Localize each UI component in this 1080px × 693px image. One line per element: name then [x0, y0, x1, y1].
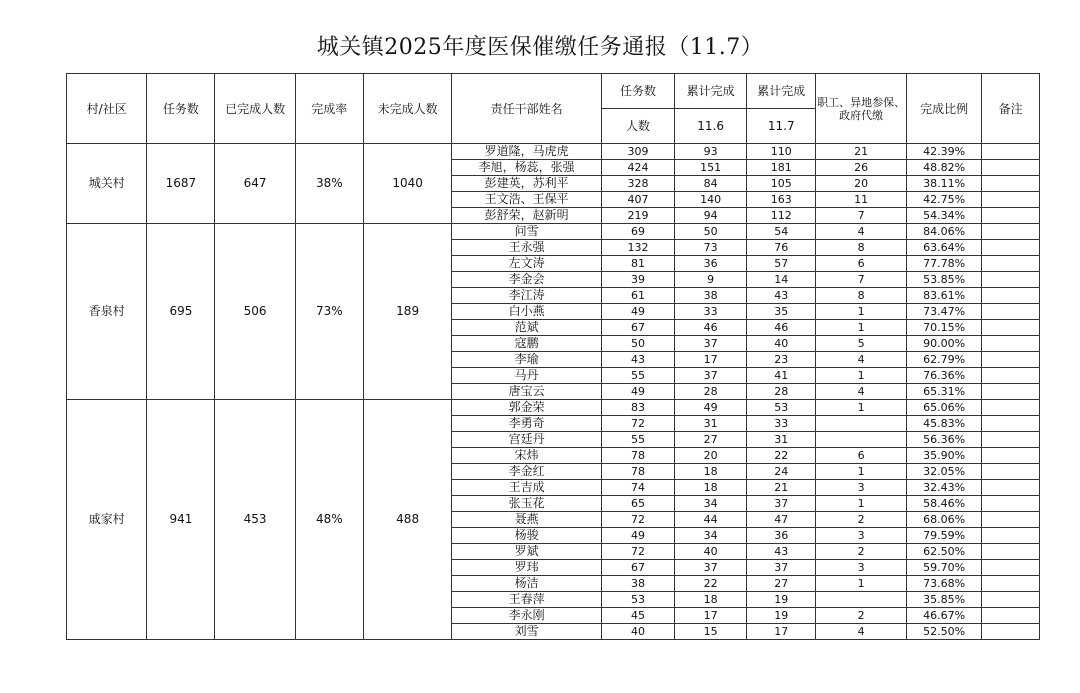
cadre-name: 聂燕	[452, 512, 601, 528]
cadre-name: 马丹	[452, 368, 601, 384]
task-count: 39	[601, 272, 674, 288]
cadre-name: 彭舒荣，赵新明	[452, 208, 601, 224]
staff-count: 1	[816, 304, 907, 320]
cadre-name: 郭金荣	[452, 400, 601, 416]
completion-ratio: 62.79%	[906, 352, 981, 368]
cadre-name: 左文涛	[452, 256, 601, 272]
completion-ratio: 77.78%	[906, 256, 981, 272]
header-completed: 已完成人数	[215, 74, 295, 144]
task-count: 49	[601, 528, 674, 544]
task-count: 309	[601, 144, 674, 160]
cumulative-11-7: 37	[747, 560, 816, 576]
cumulative-11-7: 43	[747, 288, 816, 304]
completion-ratio: 42.39%	[906, 144, 981, 160]
cumulative-11-6: 20	[675, 448, 747, 464]
staff-count: 7	[816, 208, 907, 224]
cumulative-11-7: 17	[747, 624, 816, 640]
cumulative-11-7: 41	[747, 368, 816, 384]
village-rate: 73%	[295, 224, 363, 400]
village-completed: 453	[215, 400, 295, 640]
task-count: 424	[601, 160, 674, 176]
cadre-name: 宫廷丹	[452, 432, 601, 448]
staff-count: 1	[816, 368, 907, 384]
task-count: 69	[601, 224, 674, 240]
cumulative-11-7: 163	[747, 192, 816, 208]
completion-ratio: 76.36%	[906, 368, 981, 384]
village-task: 1687	[147, 144, 215, 224]
staff-count: 3	[816, 528, 907, 544]
cumulative-11-6: 28	[675, 384, 747, 400]
cumulative-11-7: 19	[747, 592, 816, 608]
task-count: 81	[601, 256, 674, 272]
completion-ratio: 59.70%	[906, 560, 981, 576]
task-count: 83	[601, 400, 674, 416]
staff-count: 1	[816, 576, 907, 592]
cumulative-11-6: 94	[675, 208, 747, 224]
completion-ratio: 73.47%	[906, 304, 981, 320]
header-cadre: 责任干部姓名	[452, 74, 601, 144]
task-count: 132	[601, 240, 674, 256]
header-cum-116: 累计完成	[675, 74, 747, 109]
header-cum-117-date: 11.7	[747, 109, 816, 144]
note-cell	[982, 336, 1040, 352]
cadre-name: 李勇奇	[452, 416, 601, 432]
cadre-name: 宋炜	[452, 448, 601, 464]
cadre-name: 王吉成	[452, 480, 601, 496]
cadre-name: 罗玮	[452, 560, 601, 576]
cumulative-11-7: 53	[747, 400, 816, 416]
staff-count: 5	[816, 336, 907, 352]
cumulative-11-6: 49	[675, 400, 747, 416]
completion-ratio: 79.59%	[906, 528, 981, 544]
note-cell	[982, 272, 1040, 288]
cumulative-11-6: 17	[675, 608, 747, 624]
table-row	[67, 224, 1040, 240]
cumulative-11-7: 110	[747, 144, 816, 160]
task-count: 40	[601, 624, 674, 640]
cumulative-11-7: 112	[747, 208, 816, 224]
cadre-name: 刘雪	[452, 624, 601, 640]
note-cell	[982, 256, 1040, 272]
note-cell	[982, 432, 1040, 448]
staff-count: 8	[816, 240, 907, 256]
note-cell	[982, 400, 1040, 416]
note-cell	[982, 480, 1040, 496]
note-cell	[982, 192, 1040, 208]
completion-ratio: 32.05%	[906, 464, 981, 480]
note-cell	[982, 224, 1040, 240]
note-cell	[982, 160, 1040, 176]
completion-ratio: 65.31%	[906, 384, 981, 400]
completion-ratio: 35.85%	[906, 592, 981, 608]
staff-count: 3	[816, 560, 907, 576]
cadre-name: 李金会	[452, 272, 601, 288]
staff-count: 8	[816, 288, 907, 304]
cadre-name: 李旭，杨蕊，张强	[452, 160, 601, 176]
cumulative-11-7: 21	[747, 480, 816, 496]
note-cell	[982, 592, 1040, 608]
cumulative-11-6: 9	[675, 272, 747, 288]
cumulative-11-6: 33	[675, 304, 747, 320]
village-completed: 647	[215, 144, 295, 224]
cumulative-11-7: 24	[747, 464, 816, 480]
cumulative-11-7: 105	[747, 176, 816, 192]
staff-count: 1	[816, 464, 907, 480]
staff-count: 26	[816, 160, 907, 176]
cadre-name: 彭建英，苏利平	[452, 176, 601, 192]
note-cell	[982, 304, 1040, 320]
completion-ratio: 38.11%	[906, 176, 981, 192]
task-count: 72	[601, 544, 674, 560]
cumulative-11-6: 93	[675, 144, 747, 160]
header-cum-116-date: 11.6	[675, 109, 747, 144]
cumulative-11-6: 22	[675, 576, 747, 592]
cumulative-11-6: 15	[675, 624, 747, 640]
task-count: 328	[601, 176, 674, 192]
village-name: 香泉村	[67, 224, 147, 400]
staff-count: 4	[816, 624, 907, 640]
staff-count: 20	[816, 176, 907, 192]
task-count: 74	[601, 480, 674, 496]
cadre-name: 问雪	[452, 224, 601, 240]
cumulative-11-6: 84	[675, 176, 747, 192]
cumulative-11-6: 38	[675, 288, 747, 304]
completion-ratio: 56.36%	[906, 432, 981, 448]
cadre-name: 寇鹏	[452, 336, 601, 352]
note-cell	[982, 352, 1040, 368]
staff-count: 4	[816, 352, 907, 368]
note-cell	[982, 240, 1040, 256]
task-count: 72	[601, 416, 674, 432]
cumulative-11-6: 50	[675, 224, 747, 240]
report-table	[66, 73, 1040, 640]
page-title: 城关镇2025年度医保催缴任务通报（11.7）	[316, 35, 764, 60]
cumulative-11-7: 40	[747, 336, 816, 352]
note-cell	[982, 560, 1040, 576]
completion-ratio: 46.67%	[906, 608, 981, 624]
cadre-name: 王春萍	[452, 592, 601, 608]
staff-count: 1	[816, 496, 907, 512]
staff-count: 1	[816, 400, 907, 416]
task-count: 67	[601, 320, 674, 336]
village-uncompleted: 488	[363, 400, 452, 640]
cumulative-11-6: 34	[675, 496, 747, 512]
header-uncompleted: 未完成人数	[363, 74, 452, 144]
task-count: 45	[601, 608, 674, 624]
cumulative-11-6: 18	[675, 464, 747, 480]
note-cell	[982, 176, 1040, 192]
staff-count: 1	[816, 320, 907, 336]
village-uncompleted: 1040	[363, 144, 452, 224]
cumulative-11-7: 76	[747, 240, 816, 256]
task-count: 219	[601, 208, 674, 224]
village-task: 941	[147, 400, 215, 640]
task-count: 49	[601, 304, 674, 320]
completion-ratio: 65.06%	[906, 400, 981, 416]
village-name: 戚家村	[67, 400, 147, 640]
header-rate: 完成率	[295, 74, 363, 144]
note-cell	[982, 544, 1040, 560]
staff-count: 6	[816, 256, 907, 272]
cumulative-11-7: 43	[747, 544, 816, 560]
cadre-name: 罗道隆，马虎虎	[452, 144, 601, 160]
table-body	[67, 144, 1040, 640]
cumulative-11-7: 23	[747, 352, 816, 368]
staff-count	[816, 416, 907, 432]
task-count: 55	[601, 432, 674, 448]
village-name: 城关村	[67, 144, 147, 224]
staff-count	[816, 592, 907, 608]
completion-ratio: 54.34%	[906, 208, 981, 224]
note-cell	[982, 208, 1040, 224]
note-cell	[982, 368, 1040, 384]
staff-count: 2	[816, 608, 907, 624]
staff-count: 11	[816, 192, 907, 208]
table-row	[67, 400, 1040, 416]
village-rate: 48%	[295, 400, 363, 640]
cumulative-11-6: 37	[675, 336, 747, 352]
cumulative-11-6: 37	[675, 368, 747, 384]
cumulative-11-6: 27	[675, 432, 747, 448]
completion-ratio: 70.15%	[906, 320, 981, 336]
cumulative-11-7: 54	[747, 224, 816, 240]
completion-ratio: 53.85%	[906, 272, 981, 288]
note-cell	[982, 448, 1040, 464]
completion-ratio: 84.06%	[906, 224, 981, 240]
cumulative-11-6: 37	[675, 560, 747, 576]
cumulative-11-7: 28	[747, 384, 816, 400]
completion-ratio: 73.68%	[906, 576, 981, 592]
cumulative-11-6: 18	[675, 592, 747, 608]
completion-ratio: 42.75%	[906, 192, 981, 208]
task-count: 67	[601, 560, 674, 576]
header-staff: 职工、异地参保、政府代缴	[816, 74, 907, 144]
cumulative-11-6: 40	[675, 544, 747, 560]
task-count: 78	[601, 448, 674, 464]
cadre-name: 张玉花	[452, 496, 601, 512]
task-count: 407	[601, 192, 674, 208]
table-row	[67, 144, 1040, 160]
header-task-count-unit: 人数	[601, 109, 674, 144]
staff-count	[816, 432, 907, 448]
note-cell	[982, 496, 1040, 512]
note-cell	[982, 416, 1040, 432]
task-count: 43	[601, 352, 674, 368]
header-task: 任务数	[147, 74, 215, 144]
cumulative-11-7: 33	[747, 416, 816, 432]
cumulative-11-7: 36	[747, 528, 816, 544]
header-note: 备注	[982, 74, 1040, 144]
task-count: 50	[601, 336, 674, 352]
note-cell	[982, 608, 1040, 624]
task-count: 61	[601, 288, 674, 304]
cumulative-11-6: 44	[675, 512, 747, 528]
header-task-count: 任务数	[601, 74, 674, 109]
completion-ratio: 45.83%	[906, 416, 981, 432]
task-count: 78	[601, 464, 674, 480]
header-ratio: 完成比例	[906, 74, 981, 144]
completion-ratio: 58.46%	[906, 496, 981, 512]
cumulative-11-6: 140	[675, 192, 747, 208]
cadre-name: 杨骏	[452, 528, 601, 544]
cumulative-11-7: 31	[747, 432, 816, 448]
note-cell	[982, 464, 1040, 480]
cadre-name: 李永刚	[452, 608, 601, 624]
cumulative-11-7: 35	[747, 304, 816, 320]
cumulative-11-7: 46	[747, 320, 816, 336]
staff-count: 4	[816, 224, 907, 240]
cadre-name: 王永强	[452, 240, 601, 256]
staff-count: 3	[816, 480, 907, 496]
note-cell	[982, 576, 1040, 592]
cadre-name: 王文浩、王保平	[452, 192, 601, 208]
staff-count: 2	[816, 512, 907, 528]
task-count: 38	[601, 576, 674, 592]
cadre-name: 李瑜	[452, 352, 601, 368]
cadre-name: 唐宝云	[452, 384, 601, 400]
header-cum-117: 累计完成	[747, 74, 816, 109]
note-cell	[982, 144, 1040, 160]
cadre-name: 李江涛	[452, 288, 601, 304]
village-completed: 506	[215, 224, 295, 400]
cumulative-11-7: 14	[747, 272, 816, 288]
cadre-name: 罗斌	[452, 544, 601, 560]
completion-ratio: 32.43%	[906, 480, 981, 496]
cumulative-11-6: 34	[675, 528, 747, 544]
cumulative-11-6: 73	[675, 240, 747, 256]
completion-ratio: 52.50%	[906, 624, 981, 640]
task-count: 49	[601, 384, 674, 400]
village-uncompleted: 189	[363, 224, 452, 400]
cumulative-11-7: 57	[747, 256, 816, 272]
note-cell	[982, 320, 1040, 336]
cumulative-11-6: 46	[675, 320, 747, 336]
completion-ratio: 48.82%	[906, 160, 981, 176]
village-task: 695	[147, 224, 215, 400]
cumulative-11-6: 18	[675, 480, 747, 496]
cumulative-11-7: 27	[747, 576, 816, 592]
note-cell	[982, 512, 1040, 528]
staff-count: 6	[816, 448, 907, 464]
cumulative-11-7: 37	[747, 496, 816, 512]
completion-ratio: 83.61%	[906, 288, 981, 304]
cadre-name: 李金红	[452, 464, 601, 480]
task-count: 55	[601, 368, 674, 384]
staff-count: 2	[816, 544, 907, 560]
staff-count: 7	[816, 272, 907, 288]
cumulative-11-7: 47	[747, 512, 816, 528]
staff-count: 4	[816, 384, 907, 400]
header-village: 村/社区	[67, 74, 147, 144]
cumulative-11-6: 31	[675, 416, 747, 432]
task-count: 65	[601, 496, 674, 512]
task-count: 53	[601, 592, 674, 608]
note-cell	[982, 624, 1040, 640]
completion-ratio: 35.90%	[906, 448, 981, 464]
cumulative-11-7: 22	[747, 448, 816, 464]
header-row	[67, 74, 1040, 109]
staff-count: 21	[816, 144, 907, 160]
cadre-name: 白小燕	[452, 304, 601, 320]
completion-ratio: 68.06%	[906, 512, 981, 528]
cumulative-11-7: 19	[747, 608, 816, 624]
cadre-name: 杨洁	[452, 576, 601, 592]
cumulative-11-7: 181	[747, 160, 816, 176]
cadre-name: 范斌	[452, 320, 601, 336]
note-cell	[982, 528, 1040, 544]
cumulative-11-6: 151	[675, 160, 747, 176]
village-rate: 38%	[295, 144, 363, 224]
completion-ratio: 62.50%	[906, 544, 981, 560]
note-cell	[982, 384, 1040, 400]
cumulative-11-6: 17	[675, 352, 747, 368]
cumulative-11-6: 36	[675, 256, 747, 272]
task-count: 72	[601, 512, 674, 528]
completion-ratio: 63.64%	[906, 240, 981, 256]
note-cell	[982, 288, 1040, 304]
completion-ratio: 90.00%	[906, 336, 981, 352]
